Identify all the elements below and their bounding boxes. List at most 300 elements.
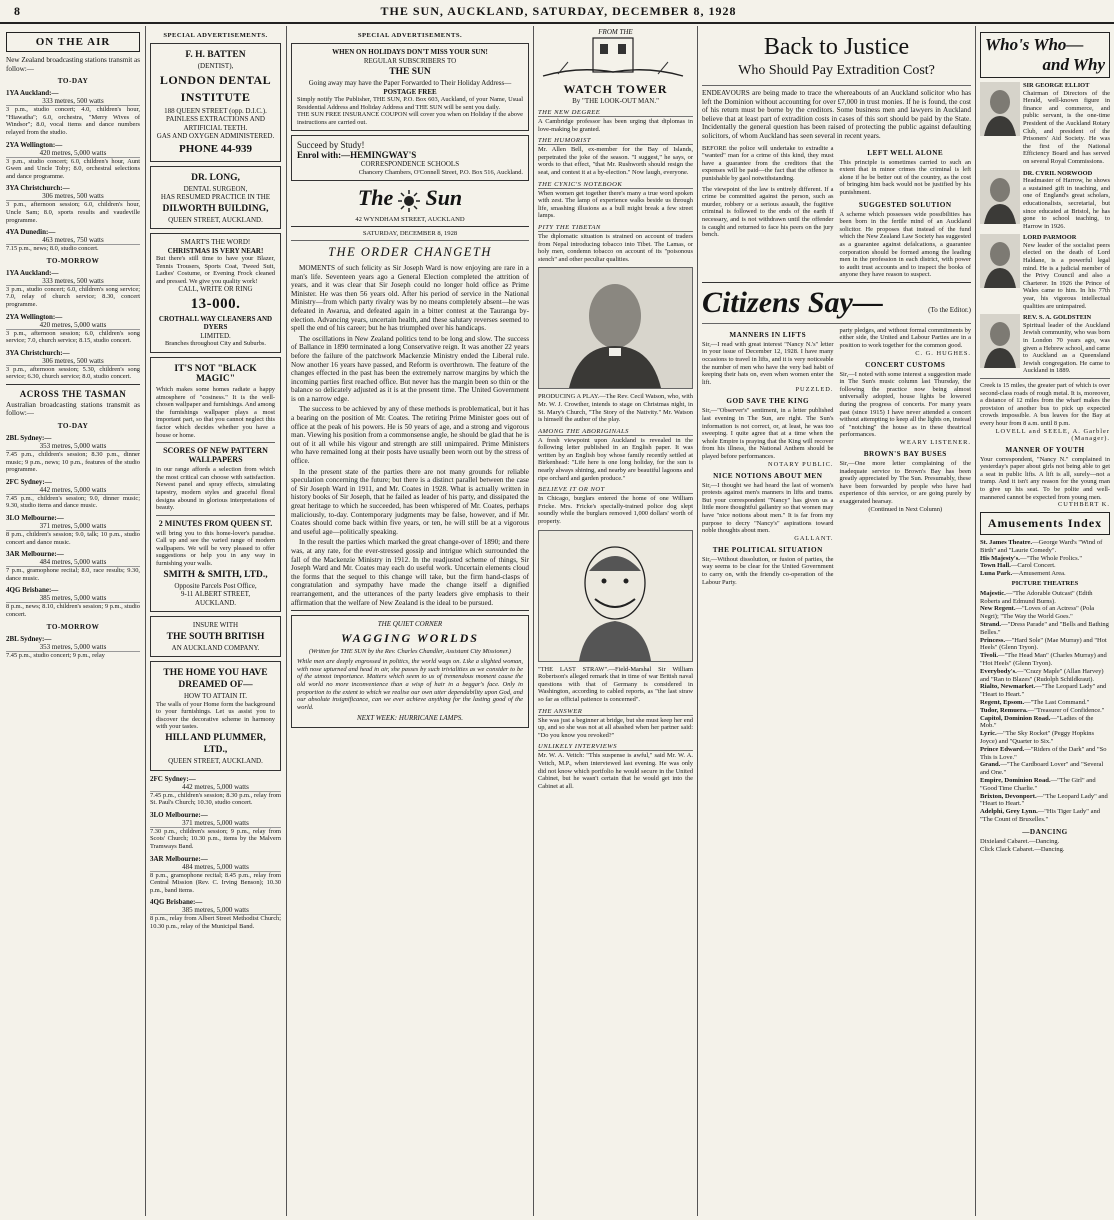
justice-body [702,145,971,279]
station-name [6,635,140,652]
smith-name: SMITH & SMITH, LTD., [163,569,268,580]
to-the-editor: (To the Editor.) [928,305,971,314]
station-wave: 333 metres, 500 watts [42,97,104,106]
amusement-entry [980,808,1110,824]
home-name2: LTD., [203,745,228,756]
column-rule [286,26,287,1216]
letter-head: GOD SAVE THE KING [726,397,810,406]
tasman-title: ACROSS THE TASMAN [19,388,127,399]
quiet-corner-next: NEXT WEEK: HURRICANE LAMPS. [356,714,464,723]
amusement-entry [980,652,1110,668]
amusement-programme: —"Crazy Maple" (Allan Harvey) and "Ran to Blazes" (Rudolph Schildkraut). [980,667,1104,683]
amusement-place: Grand. [980,761,1001,769]
justice-body-right [840,145,972,279]
station-programme: 3 p.m., studio concert; 6.0, children's song service; 7.0, relay of church service; 8.30, concert programme. [6,285,140,308]
long-title: DENTAL SURGEON, [183,184,248,193]
justice-subtitle: Who Should Pay Extradition Cost? [738,63,935,78]
amusement-programme: —"Dress Parade" and "Bells and Bathing Belles." [980,621,1109,636]
station-programme: 3 p.m., afternoon session; 6.0, children's song service; 7.0, church service; 8.15, studio concert. [6,329,140,345]
justice-column [702,28,971,1220]
tasman-stations-list [6,434,140,619]
continued-note: (Continued in Next Column) [868,505,943,513]
holiday-sub: Going away may have the Paper Forwarded to Their Holiday Address— [308,79,512,87]
watchtower-item-head: AMONG THE ABORIGINALS [538,428,693,436]
amusement-entry [980,793,1110,809]
amusement-entry [980,683,1110,699]
rev-watson-caption: PRODUCING A PLAY.—The Rev. Cecil Watson, who, with Mr. W. J. Crowther, intends to stage on Christmas night, in St. Mary's Church, "The Story of the Nativity." Mr. Watson is himself the author of the play. [538,393,693,424]
whos-who-column [980,28,1110,1220]
amusement-programme: —"Ladies of the Mob." [980,714,1094,730]
station-wave: 306 metres, 500 watts [42,356,104,365]
concert-customs-text: Sir,—I noted with some interest a suggestion made in The Sun's music column last Thursday, the following the practice now being almost universally adopted, house lights be lowered during the progress of concerts. For many years past (since 1915) I have never attended a concert without attempting to keep all the lights on, instead of "notching" the house as in these theatrical performances. [839,370,971,439]
amusement-programme: —"The Whole Frolics." [1019,554,1082,562]
hemingway-address: Chancery Chambers, O'Connell Street, P.O. Box 516, Auckland. [358,168,523,176]
profile-body: Headmaster of Harrow, he shows a sustained gift in teaching, and one of England's great scholars, educationalists, secretarial, but since educated at Bristol, he has gone to school teaching, to Harrow in 1926. [1023,177,1110,230]
masthead-spacer [1097,4,1100,19]
station-wave: 353 metres, 5,000 watts [39,442,107,451]
station-programme: 3 p.m., studio concert; 6.0, children's hour, Aunt Gwen and Uncle Toby; 8.0, orchestral selections and dance programme. [6,157,140,180]
special-ads-label-2: SPECIAL ADVERTISEMENTS. [357,32,463,39]
amusement-entry [980,605,1110,621]
amusements-index-title: Amusements Index [980,512,1110,535]
station-programme: 7.45 p.m., studio concert; 9 p.m., relay [6,651,105,659]
amusement-programme: —"The Cardboard Lover" and "Several and One." [980,761,1104,777]
crothall-call: CALL, WRITE OR RING [178,285,253,294]
amusement-place: Capitol, Dominion Road. [980,714,1051,722]
crothall-body: But there's still time to have your Blazer, Tennis Trousers, Sports Coat, Tweed Suit, Ladies' Costume, or Evening Frock cleaned and pressed. We give you quality work! [156,255,275,285]
station-programme: 7 p.m., gramophone recital; 8.0, race results; 9.30, dance music. [6,567,140,582]
letter-head: NICE NOTIONS ABOUT MEN [713,471,823,480]
station-name [150,855,281,872]
amusement-programme: —"The Leopard Lady" and "Heart to Heart." [980,792,1108,808]
station-programme: 3 p.m., afternoon session; 6.0, children's hour, Uncle Sam; 8.0, sports results and vaudeville programme. [6,201,140,224]
amusement-place: Lyric. [980,730,997,738]
amusement-place: Tivoli. [980,652,999,660]
station-name [150,811,281,828]
amusement-entry [980,562,1110,570]
portrait-photo [980,170,1020,231]
masthead-title: THE SUN, AUCKLAND, SATURDAY, DECEMBER 8, 1928 [380,3,737,18]
manner-of-youth-text: Your correspondent, "Nancy N." complained in yesterday's paper about girls not being able to get a seat in public lifts. A lift is all, surely—not a tramp. And it isn't any reason for the young man to give up his seat. To be polite and well-mannered cannot be expected from young men. [980,455,1110,501]
citizens-letters [702,327,971,586]
station-wave: 463 metres, 750 watts [42,236,104,245]
profile-body: Chairman of Directors of the Herald, well-known figure in finance and commerce, and public servant, is the one-time President of the Auckland Rotary Club, and president of the Prisoners' Aid Society. He was the first of the National Efficiency Board and has served on several Royal Commissions. [1023,89,1110,165]
smith-line3: AUCKLAND. [194,598,237,607]
sun-emblem-icon [398,190,420,212]
letter-signature: GALLANT. [794,534,834,542]
station-title: 4QG Brisbane:— [6,586,59,595]
left-well-alone-head: LEFT WELL ALONE [867,148,944,157]
browns-bay-continued: Creek is 15 miles, the greater part of which is over second-class roads of rough metal. It is, moreover, a distance of 12 miles from the wharf makes the provision of another bus to pick up expected crowds impossible. A bus leaves for the Bay at every hour from 8 a.m. until 8 p.m. [980,381,1110,427]
amusement-place: Brixton, Devonport. [980,792,1037,800]
watchtower-item-text: Mr. Allen Bell, ex-member for the Bay of Islands, perpetrated the joke of the season. "I suggest," he says, or words to that effect, "that Mr. Rushworth should resign the seat, and contest it at a by-election." Now laugh, everyone. [538,146,693,176]
editorial-paragraph: The oscillations in New Zealand politics tend to be long and slow. The success of Ballance in 1890 terminated a long Conservative reign. It was another 22 years before the failure of the patchwork Mackenzie Ministry ended the Liberal rule. Now another 16 years have passed, and Reform is overthrown. The feature of the changes effected in the past has been the extremely narrow margins by which the incoming parties first reached office. But never has the margin been so thin or the balance so delicately adjusted as it is at the present time. The United Government is on a narrow edge. [291,334,529,403]
radio-continued-list [150,775,281,931]
wallpaper-body: in our range affords a selection from which the most critical can choose with satisfaction. Newest panel and spray effects, simulating tapestry, modern styles and graceful floral designs abound in glorious interpretations of beauty. [156,466,275,512]
whos-who-title2: and Why [1042,55,1105,74]
quiet-corner-byline: (Written for THE SUN by the Rev. Charles Chandler, Assistant City Missioner.) [308,647,512,655]
page-number: 8 [14,3,20,18]
batten-phone: PHONE 44-939 [178,142,253,155]
tomorrow-label: TO-MORROW [46,256,100,265]
holiday-body: Simply notify The Publisher, THE SUN, P.O. Box 603, Auckland, of your Name, Usual Residential Address and Holiday Address and THE SUN will be sent you daily. [297,96,523,111]
last-straw-cartoon [538,530,693,662]
home-head1: THE HOME YOU HAVE [163,668,268,679]
ads-column [150,28,281,1220]
amusement-place: His Majesty's. [980,554,1020,562]
amusement-programme: —"The Last Command." [1024,699,1090,707]
hemingway-ad [291,135,529,181]
batten-address: 188 QUEEN STREET (opp. D.I.C.). [164,106,267,115]
insure-line3: AN AUCKLAND COMPANY. [171,643,260,652]
watchtower-item-text: Mr. W. A. Veitch: "This suspense is awful," said Mr. W. A. Veitch, M.P., when interviewed last evening. He was only did not know which portfolio he would secure in the United Cabinet, but he wasn't certain that he would get into the Cabinet at all. [538,752,693,790]
station-title: 3AR Melbourne:— [150,854,208,863]
letter-signature: LOVELL and SEELE, A. Garbler (Manager). [995,427,1110,442]
home-sub: HOW TO ATTAIN IT. [183,692,248,701]
dance-entry: Dixieland Cabaret.—Dancing. [980,837,1060,845]
amusement-programme: —"The Leopard Lady" and "Heart to Heart." [980,683,1107,699]
justice-body-left [702,145,834,279]
station-programme: 8 p.m., news; 8.10, children's session; 9 p.m., studio concert. [6,603,140,618]
station-title: 2YA Wellington:— [6,312,63,321]
amusement-place: Empire, Dominion Road. [980,777,1051,784]
insure-line2: THE SOUTH BRITISH [166,631,265,642]
profile-name: LORD PARMOOR [1023,234,1077,242]
masthead [0,0,1114,24]
amusement-entry [980,580,1110,588]
station-programme: 3 p.m., studio concert; 4.0, children's hour, "Hiawatha"; 6.0, orchestra, "Merry Wives of Windsor"; 8.0, vocal items and dance numbers relayed from the studio. [6,106,140,136]
amusement-place: Luna Park. [980,570,1013,578]
suggested-solution-head: SUGGESTED SOLUTION [858,200,952,209]
browns-bay-text: Sir,—One more letter complaining of the inadequate service to Brown's Bay has been greatly appreciated by The Sun. Presumably, these have been forwarded by people who have had experience of this service, or are going purely by exaggerated hearsay. [839,460,971,505]
station-title: 3LO Melbourne:— [150,810,208,819]
station-programme: 8 p.m., children's session; 9.0, talk; 10 p.m., studio concert and dance music. [6,531,140,546]
amusement-entry [980,621,1110,637]
batten-line3: GAS AND OXYGEN ADMINISTERED. [156,132,275,140]
watchtower-items-top [538,109,693,263]
watchtower-banner [538,28,693,105]
station-name [150,775,281,792]
profile-entry [980,170,1110,231]
amusement-programme: —"His Tiger Lady" and "The Count of Bruxelles." [980,808,1100,823]
watchtower-item-text: The diplomatic situation is strained on account of traders from Nepal introducing tobacco into Tibet. The Lamas, or holy men, condemn tobacco on account of its "poisonous stench" and other peculiar qualities. [538,232,693,263]
quiet-corner-label: THE QUIET CORNER [377,620,443,629]
station-wave: 306 metres, 500 watts [42,192,104,201]
station-title: 1YA Auckland:— [6,268,59,277]
amusement-programme: —"The Head Man" (Charles Murray) and "Hot Heels" (Glenn Tryon). [980,652,1107,668]
station-wave: 420 metres, 5,000 watts [39,148,107,157]
sun-logo-the: The [357,185,394,211]
crothall-number: 13-000. [190,295,241,312]
amusement-entry [980,555,1110,563]
whos-who-box [980,32,1110,78]
profile-name: REV. S. A. GOLDSTEIN [1023,314,1092,322]
station-wave: 371 metres, 5,000 watts [39,522,107,531]
amusement-place: Strand. [980,621,1002,629]
amusement-programme: —Carol Concert. [1010,562,1056,570]
profile-entry [980,234,1110,310]
home-name1: HILL AND PLUMMER, [165,733,266,744]
concert-customs-head: CONCERT CUSTOMS [865,360,946,369]
whos-who-title1: Who's Who— [985,35,1084,54]
batten-line2: ARTIFICIAL TEETH. [183,123,248,132]
amusement-programme: —"The Sky Rocket" (Peggy Hopkins Joyce) and "Quarter to Six." [980,730,1095,746]
station-name [6,89,140,106]
batten-dentist-ad [150,43,281,162]
stations-today-list [6,89,140,253]
station-wave: 442 metres, 5,000 watts [182,782,249,791]
justice-title: Back to Justice [763,34,910,60]
crothall-name: CROTHALL WAY CLEANERS AND DYERS [158,314,273,332]
watchtower-item-head: THE ANSWER [538,708,693,716]
amusement-place: New Regent. [980,605,1016,613]
long-name: DR. LONG, [191,172,240,183]
amusement-place: PICTURE THEATRES [1011,580,1079,588]
last-straw-caption: "THE LAST STRAW".—Field-Marshal Sir William Robertson's alleged remark that in time of war British naval questions with that of Germany is considered in Washington, according to cabled reports, as "the last straw so far as official patience is concerned". [538,665,693,703]
watchtower-from: FROM THE [598,28,633,36]
hill-plummer-ad [150,661,281,770]
letter-signature: C. G. HUGHES. [915,349,971,357]
hemingway-line1: Succeed by Study! [297,140,365,151]
hemingway-line2: Enrol with:—HEMINGWAY'S [297,150,417,161]
holiday-foot: THE SUN FREE INSURANCE COUPON will cover you when on Holiday if the above instructions are carried out. [297,111,523,126]
special-ads-label: SPECIAL ADVERTISEMENTS. [163,32,268,39]
amusement-place: St. James Theatre. [980,539,1033,547]
letter-signature: CUTHBERT K. [1057,501,1110,509]
station-programme: 7.45 p.m., children's session; 9.0, dinner music; 9.30, studio items and dance music. [6,494,140,510]
station-title: 2FC Sydney:— [150,774,196,783]
holiday-head2: REGULAR SUBSCRIBERS TO [363,56,457,65]
station-title: 3AR Melbourne:— [6,550,64,559]
editorial-paragraph: In the result the parties which marked the great change-over of 1890; and there was, at any rate, for the ever-stressed gossip and intrigue which surrounded the fall of the Mackenzie Ministry in 1912. In the readjusted scheme of things, Sir Joseph Ward and Mr. Coates may each do useful work. Uncertain elements cloud the forms that the sequel to this change will take, but the firm hand-clasps of congratulation and sympathy have made the change itself a dignified rearrangement, and the utterances of the party leaders give emphasis to their affirmation that the welfare of New Zealand is the ideal to be pursued. [291,538,529,607]
station-programme: 7.45 p.m., children's session; 8.30 p.m., relay from St. Paul's Church; 10.30, studio concert. [150,791,281,807]
batten-name: F. H. BATTEN [185,50,246,60]
station-name [6,586,140,603]
dance-entry: Click Clack Cabaret.—Dancing. [980,845,1065,853]
letter-signature: NOTARY PUBLIC. [768,460,834,468]
amusement-entry [980,668,1110,684]
station-name [6,141,140,158]
suggested-solution-text: A scheme which possesses wide possibilities has been born in the fertile mind of an Auckland solicitor. He proposes that instead of the fund which the New Zealand Law Society has suggested as a guarantee against defalcations, a guarantee corporation should be formed among the leading men in the profession in each district, with power to audit trust accounts and to inspect the books of anyone they have reason to suspect. [839,210,971,279]
watchtower-item-head: THE CYNIC'S NOTEBOOK [538,181,693,189]
sun-logo-sun: Sun [425,185,463,211]
crothall-limited: LIMITED. [200,331,231,340]
amusement-place: Rialto, Newmarket. [980,683,1036,691]
station-name [6,514,140,531]
amusement-entry [980,637,1110,653]
editorial-body [291,264,529,607]
amusement-entry [980,590,1110,606]
justice-para-3: The viewpoint of the law is entirely different. If a crime be committed against the person, such as murder, robbery or a serious assault, the fugitive criminal is followed to the ends of the earth if necessary, and is not withdrawn until the offender is caught and returned to face his peers on the jury bench. [702,185,834,239]
stations-tomorrow-list [6,269,140,381]
portrait-photo [980,82,1020,166]
amusement-entry [980,730,1110,746]
portrait-photo [980,234,1020,310]
citizens-say-title: Citizens Say— [702,285,883,319]
tasman-intro: Australian broadcasting stations transmit as follow:— [6,400,140,418]
watchtower-items-middle [538,428,693,526]
station-title: 1YA Auckland:— [6,89,59,98]
queen-st-body: will bring you to this home-lover's paradise. Call up and see the varied range of modern wallpapers. We will be very pleased to offer suggestions or help you in any way in furnishing your walls. [156,529,275,568]
crothall-head1: SMART'S THE WORD! [180,238,251,246]
profile-body: New leader of the socialist peers elected on the death of Lord Haldane, is a powerful legal mind. He is a judicial member of the Privy Council and also a Charterer. In 1926 the Prince of Wales came to him. In his 77th year, his vigorous intellectual qualities are unimpaired. [1023,241,1110,310]
editorial-paragraph: MOMENTS of such felicity as Sir Joseph Ward is now enjoying are rare in a man's life. Seventeen years ago a General Election completed the attrition of years, and it was clear that Sir Joseph could no longer hold office as Prime Minister. He was then 56 years old. After his period of service in the National Ministry—from which party rivalry was by no means completely absent—he was defeated in Awarua, and defeated again in a bitter contest at the Tauranga by-election. Advancing years, uncertain health, and these salutary reverses seemed to spell the end of his career; but he has triumphed over his handicaps. [291,263,529,333]
letters-right [840,327,972,586]
sun-logo [291,185,529,212]
station-title: 2YA Wellington:— [6,140,63,149]
watchtower-item-head: BELIEVE IT OR NOT [538,486,693,494]
watchtower-tower-icon [538,36,693,82]
holiday-free: POSTAGE FREE [383,87,437,96]
column-rule [145,26,146,1216]
tasman-tomorrow-label: TO-MORROW [46,622,100,631]
holiday-subscription-ad [291,43,529,131]
amusement-programme: —"Riders of the Dark" and "So This is Love." [980,745,1107,761]
today-label: TO-DAY [57,77,89,86]
watchtower-item-text: A fresh viewpoint upon Auckland is revealed in the following letter published in an English paper. It was written by an English boy whose family recently settled at Birkenhead: "Life here is one long holiday, for the sun is nearly always shining, and nearby are beautiful lagoons and ripe orchard and garden produce." [538,436,693,482]
watchtower-item-head: PITY THE TIBETAN [538,224,693,232]
quiet-corner [291,615,529,728]
letter-signature: PUZZLED. [795,386,834,394]
watchtower-item-text: In Chicago, burglars entered the home of one William Fricke. Mrs. Fricke's specially-trained police dog slept soundly while the burglars removed 1,000 dollars' worth of property. [538,495,693,526]
profile-text [1023,234,1110,310]
editorial-paragraph: In the present state of the parties there are not many grounds for reliable speculation concerning the future; but there is a distinct parallel between the case of Sir Joseph Ward in 1911, and Mr. Coates in 1928. What is actually written in history books of Sir Joseph, that he failed as leader of his party, and dissipated the great heritage to which he succeeded, has been whispered of Mr. Coates, perhaps maliciously, to-day. Contemporary judgments may be false, however, and if Mr. Coates should come back within five years, or ten, he will still be at a vigorous and useful age—politically speaking. [291,467,529,536]
editorial-date: SATURDAY, DECEMBER 8, 1928 [362,229,458,237]
quiet-corner-body: While men are deeply engrossed in politics, the world wags on. Like a slighted woman, with nose upturned and head in air, she passes by such trivialities as we consider to be of the utmost importance. Matters which seem to us of tremendous moment cause the old world no more inconvenience than a wisp of hair in a beggar's face. Only in proportion to the extent to which we realise our own utter dependability upon God, and our absolute insignificance, can we ever achieve anything for the lasting good of the world. [297,658,523,711]
station-title: 2BL Sydney:— [6,434,52,443]
column-rule [697,26,698,1216]
amusement-programme: —"The Girl" and "Good Time Charlie." [980,777,1096,792]
station-wave: 385 metres, 5,000 watts [182,906,249,915]
profile-entry [980,82,1110,166]
station-name [6,478,140,495]
station-name [6,184,140,201]
station-name [6,550,140,567]
justice-para-2: BEFORE the police will undertake to extradite a "wanted" man for a crime of this kind, they must have a guarantee from the creditors that the expenses will be paid—the fact that the offence is punishable by gaol notwithstanding. [702,144,834,182]
amusement-place: Prince Edward. [980,745,1025,753]
amusement-programme: —"Hard Sole" (Mae Murray) and "Hot Heels" (Glenn Tryon). [980,636,1107,652]
long-line3: QUEEN STREET, AUCKLAND. [168,215,263,224]
long-dentist-ad [150,166,281,230]
profile-entry [980,314,1110,375]
watchtower-item-text: She was just a beginner at bridge, but she must keep her end up, and so she was not at all abashed when her partner said: "Do you know you revoked?" [538,716,693,739]
batten-sub: (DENTIST), [197,62,234,70]
amusement-entry [980,707,1110,715]
radio-column [6,28,140,1220]
amusement-entry [980,699,1110,707]
radio-intro: New Zealand broadcasting stations transmit as follow:— [6,56,140,73]
amusement-programme: —"Treasurer of Confidence." [1027,706,1105,714]
station-programme: 7.15 p.m., news; 8.0, studio concert. [6,245,99,253]
station-wave: 442 metres, 5,000 watts [39,485,107,494]
station-programme: 3 p.m., afternoon session; 5.30, children's song service; 6.30, church service; 8.0, studio concert. [6,365,140,381]
letter-text: Sir,—I thought we had heard the last of women's protests against men's manners in lifts and trams. But your correspondent "Nancy" has given us a little more thoughtful gallantry so that women may have "nice notions about men." It is far from my purpose to decry "Nancy's" aspirations toward noble thoughts about men. [702,481,834,535]
station-title: 3LO Melbourne:— [6,514,64,523]
station-name [6,228,140,245]
letter-text: Sir,—Without dissolution, or fusion of parties, the way seems to be clear for the United Government to carry on, with the friendly co-operation of the Labour Party. [702,555,834,586]
station-wave: 333 metres, 500 watts [42,276,104,285]
amusement-programme: —George Ward's "Wind of Birth" and "Laurie Comedy". [980,539,1103,554]
letter-head: MANNERS IN LIFTS [729,330,807,339]
queen-st-head: 2 MINUTES FROM QUEEN ST. [158,518,273,528]
watchtower-item-head: THE NEW DEGREE [538,109,693,117]
station-title: 3YA Christchurch:— [6,184,70,193]
manner-of-youth-head: MANNER OF YOUTH [1005,445,1085,454]
station-title: 2FC Sydney:— [6,477,52,486]
smith-line2: 9-11 ALBERT STREET, [180,590,251,599]
amusement-place: Tudor, Remuera. [980,706,1028,714]
amusement-programme: —Amusement Area. [1012,570,1066,578]
amusement-entry [980,746,1110,762]
amusement-place: Town Hall. [980,562,1011,570]
column-rule [533,26,534,1216]
station-wave: 371 metres, 5,000 watts [182,818,249,827]
on-the-air-title: ON THE AIR [6,32,140,52]
station-name [150,898,281,915]
station-name [6,269,140,286]
black-magic-body: Which makes some homes radiate a happy atmosphere of "cosiness." It is the well-chosen wallpaper and furnishings. And among the furnishings wallpaper plays a most important part, so that you cannot neglect this factor which decides whether you have a house or home. [156,385,275,439]
home-body: The walls of your Home form the background to your furnishings. Let us assist you to discover the decorative scheme in harmony with your tastes. [156,700,275,731]
tasman-today-label: TO-DAY [57,422,89,431]
watchtower-item-head: THE HUMORIST [538,137,693,145]
station-programme: 7.45 p.m., children's session; 8.30 p.m., dinner music; 9 p.m., news; 10 p.m., features of the studio programme. [6,451,140,474]
station-programme: 8 p.m., relay from Albert Street Methodist Church; 10.30 p.m., relay of the Municipal Band. [150,915,281,930]
home-line: QUEEN STREET, AUCKLAND. [168,757,263,766]
holiday-head1: WHEN ON HOLIDAYS DON'T MISS YOUR SUN! [332,48,488,56]
quiet-corner-title: WAGGING WORLDS [341,630,479,645]
wallpaper-ad [150,357,281,612]
smith-line1: Opposite Parcels Post Office, [174,581,257,590]
justice-lead: ENDEAVOURS are being made to trace the whereabouts of an Auckland solicitor who has left the Dominion without accounting for over £7,000 in trust monies. If he is found, the cost of his return must be borne by the creditors. Some business men and lawyers in Auckland believe that at least part of extradition costs in cases of this sort should be paid by the State. Incidentally the general question has been raised of protecting the public against defaulting solicitors, of whom Auckland has seen several in recent years. [702,89,971,140]
batten-line1: PAINLESS EXTRACTIONS AND [166,115,265,123]
letter-text: Sir,—I read with great interest "Nancy N.'s" letter in your issue of December 12, 1928. I have many occasions to travel in lifts, and it is very noticeable the number of men who have the very bad habit of keeping their hats on, even when women enter the lift. [702,340,834,386]
watchtower-item-text: A Cambridge professor has been urging that diplomas in love-making be granted. [538,118,693,133]
station-wave: 484 metres, 5,000 watts [39,558,107,567]
dancing-label: —DANCING [1022,827,1068,836]
amusement-programme: —"Loves of an Actress" (Pola Negri); "The Way the World Goes." [980,605,1095,621]
editorial-column [291,28,529,1220]
station-title: 4QG Brisbane:— [150,898,203,907]
dancing-list [980,838,1110,854]
rev-watson-photo [538,267,693,389]
amusement-place: Majestic. [980,589,1006,597]
station-wave: 385 metres, 5,000 watts [39,594,107,603]
letter-head: THE POLITICAL SITUATION [712,545,823,554]
batten-title2: INSTITUTE [180,89,251,104]
wallpaper-head: SCORES OF NEW PATTERN WALLPAPERS [163,446,268,465]
amusement-entry [980,539,1110,555]
profile-body: Spiritual leader of the Auckland Jewish community, who was born in London 70 years ago, was given a Hebrew school, and came to Auckland as a Queensland Jewish congregation. He came to Auckland in 1889. [1023,321,1110,375]
watchtower-title: WATCH TOWER [563,82,668,96]
station-wave: 484 metres, 5,000 watts [182,862,249,871]
holiday-head3: THE SUN [389,67,431,77]
profile-text [1023,82,1110,166]
left-well-alone-text: This principle is sometimes carried to such an extent that in minor crimes the criminal is left alone if he be better out of the country, as the cost of bringing him back would not be justified by his punishment. [839,158,971,196]
station-programme: 8 p.m., gramophone recital; 8.45 p.m., relay from Central Mission (Rev. C. Irving Benson); 10.30 p.m., band items. [150,871,281,894]
long-line2: DILWORTH BUILDING, [162,203,269,214]
letters-left [702,327,834,586]
home-head2: DREAMED OF— [178,680,253,691]
profile-text [1023,314,1110,375]
long-line1: HAS RESUMED PRACTICE IN THE [160,193,271,201]
political-continued: party pledges, and without formal commitments by either side, the United and Labour Parties are in a position to work together for the common good. [839,326,971,350]
amusements-list [980,539,1110,824]
watchtower-byline: By "THE LOOK-OUT MAN." [572,97,659,105]
amusement-programme: —"The Adorable Outcast" (Edith Roberts and Edmund Burns). [980,589,1093,605]
letter-signature: WEARY LISTENER. [899,439,971,446]
station-wave: 353 metres, 5,000 watts [39,642,107,651]
column-rule [975,26,976,1216]
